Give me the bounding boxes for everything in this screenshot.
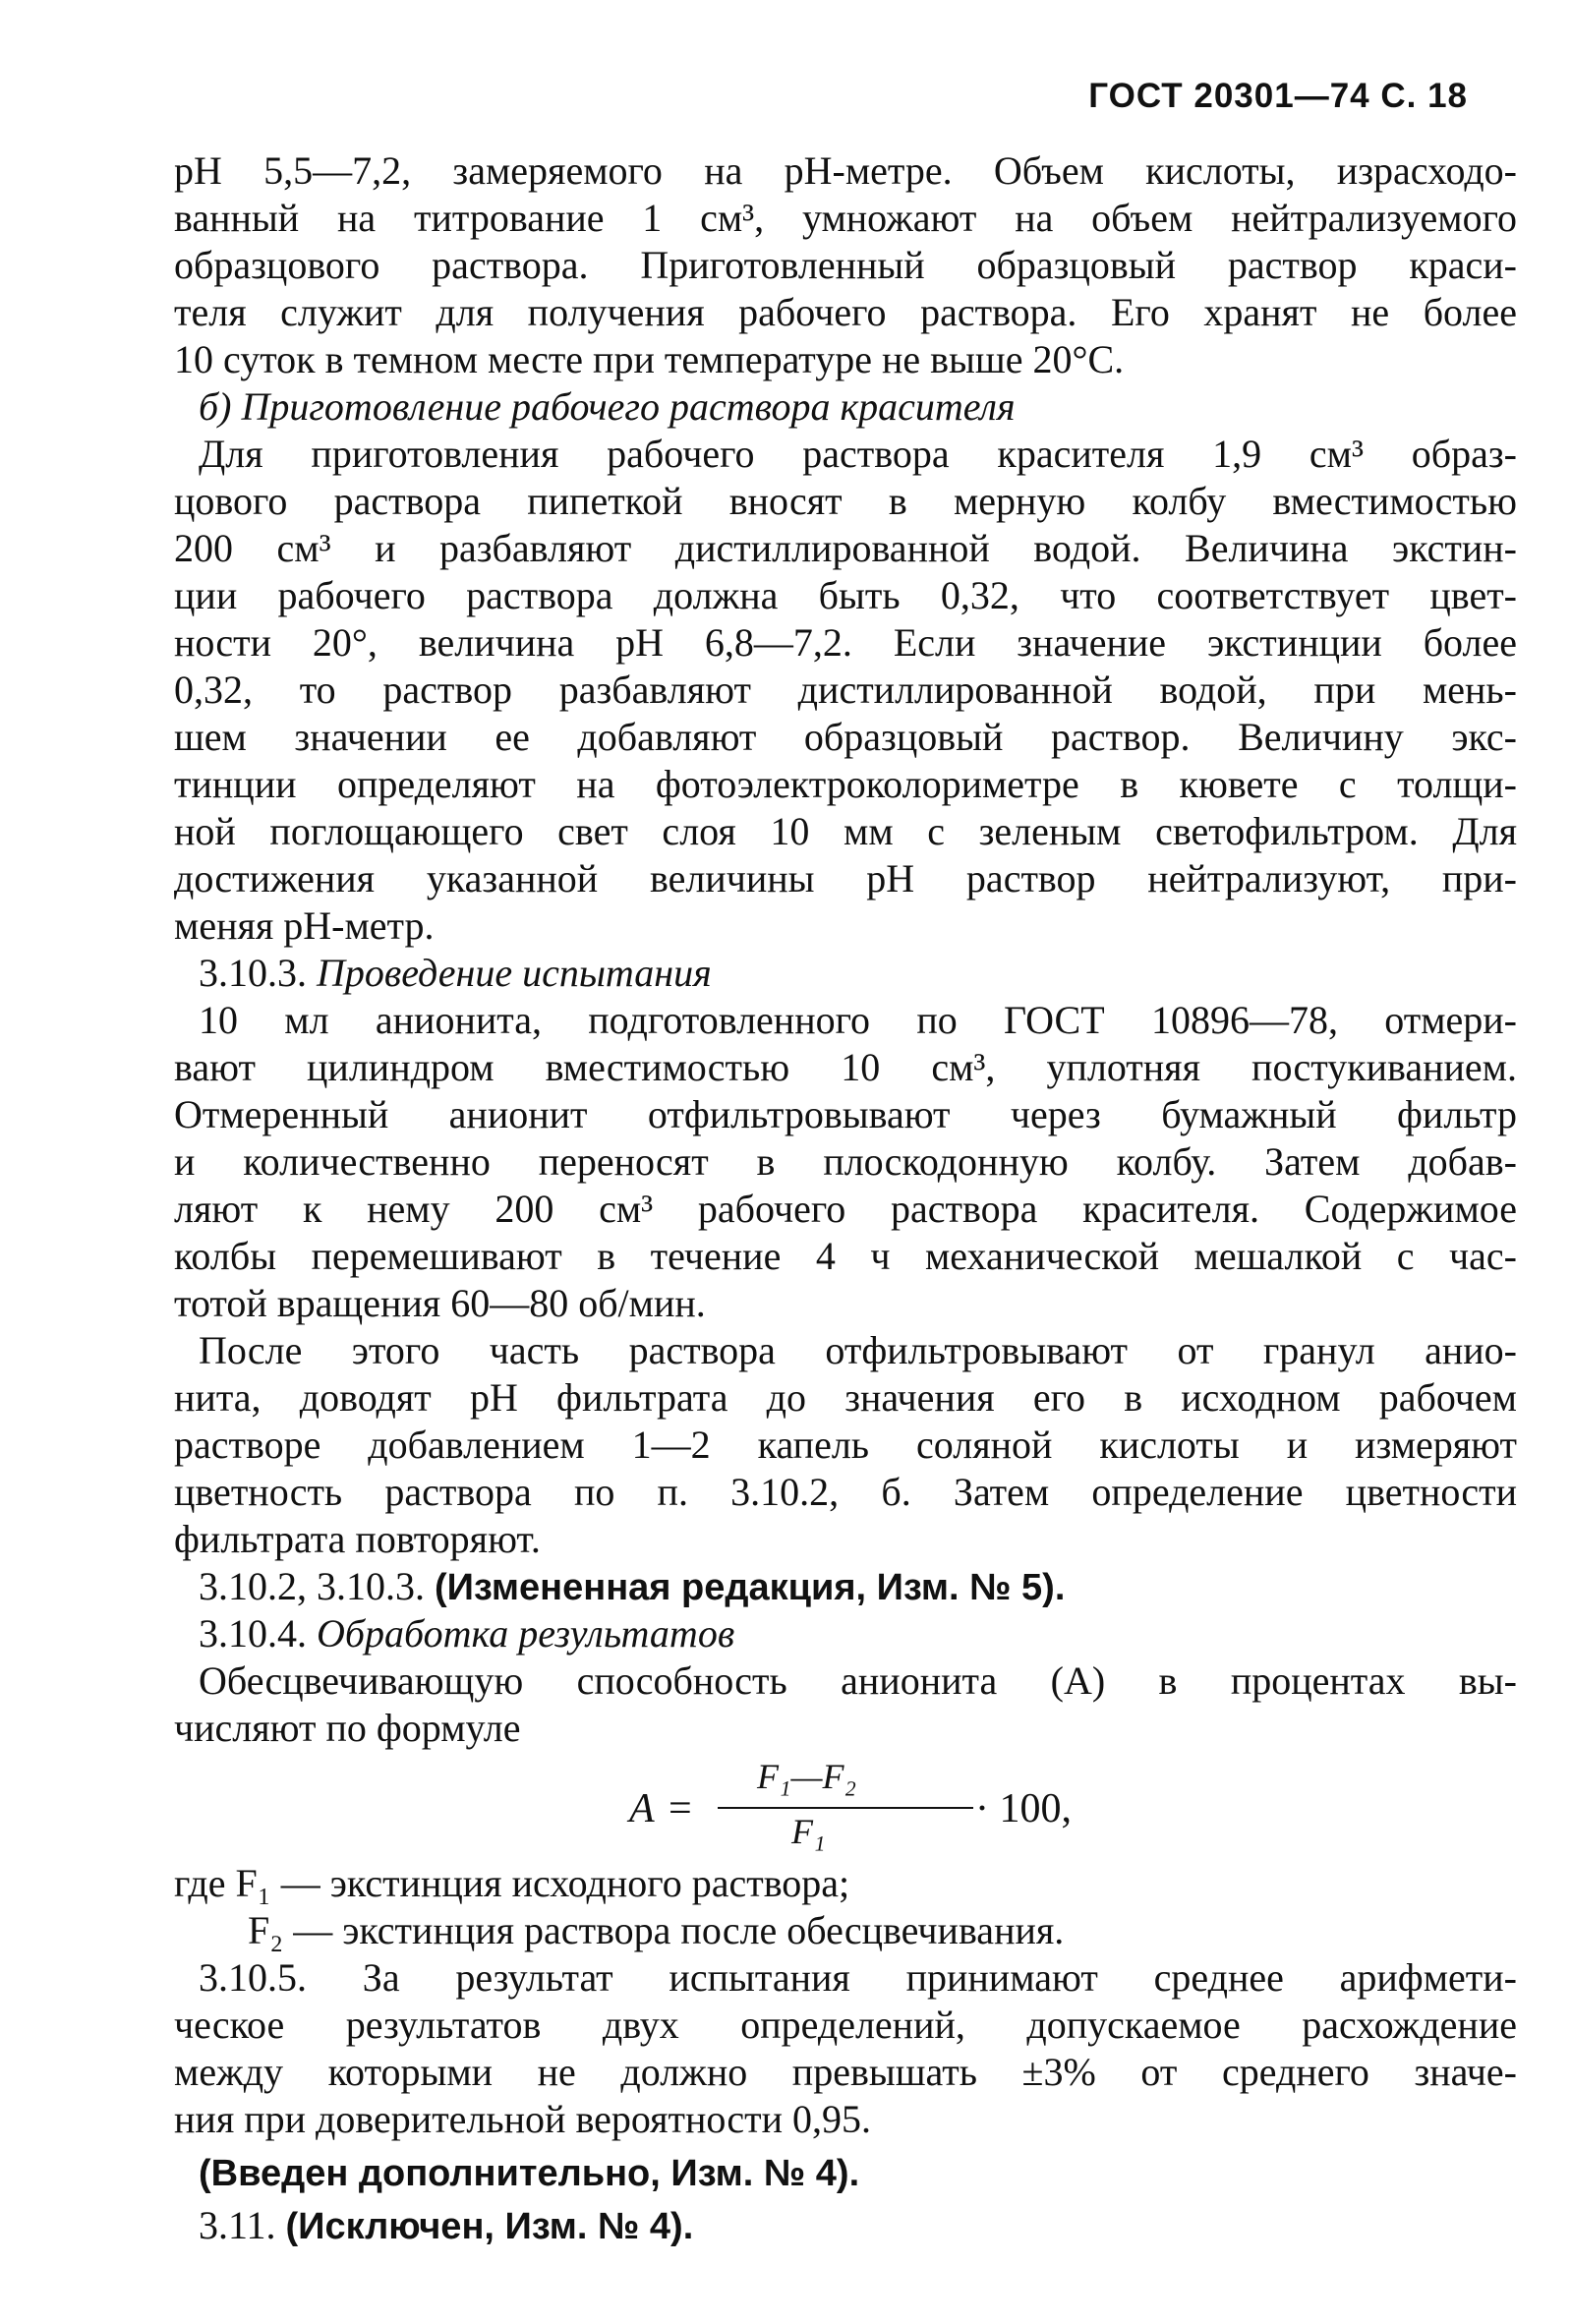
formula <box>629 1756 1081 1864</box>
text-line: Для приготовления рабочего раствора красителя 1,9 см³ образ- <box>199 432 1517 476</box>
text-line: колбы перемешивают в течение 4 ч механической мешалкой с час- <box>174 1234 1517 1278</box>
amendment-note <box>199 2149 1542 2197</box>
text-line: F₂ — экстинция раствора после обесцвечивания. <box>248 1908 1065 1952</box>
text-line: ния при доверительной вероятности 0,95. <box>174 2097 872 2141</box>
text-line: числяют по формуле <box>174 1706 521 1750</box>
text-line: нита, доводят рН фильтрата до значения его в исходном рабочем <box>174 1375 1517 1420</box>
text-line: образцового раствора. Приготовленный образцовый раствор краси- <box>174 243 1517 287</box>
text-line: Обесцвечивающую способность анионита (А) в процентах вы- <box>199 1658 1517 1703</box>
text-line: ности 20°, величина рН 6,8—7,2. Если значение экстинции более <box>174 620 1517 665</box>
section-heading <box>199 1610 1517 1657</box>
text-line: 200 см³ и разбавляют дистиллированной водой. Величина экстин- <box>174 526 1517 570</box>
formula-lhs: A <box>629 1786 655 1831</box>
text-line: теля служит для получения рабочего раствора. Его хранят не более <box>174 290 1517 334</box>
text-line: между которыми не должно превышать ±3% от среднего значе- <box>174 2050 1517 2094</box>
text-line: достижения указанной величины рН раствор нейтрализуют, при- <box>174 856 1517 901</box>
formula-denominator: F₁ <box>791 1812 826 1851</box>
text-line: Отмеренный анионит отфильтровывают через бумажный фильтр <box>174 1092 1517 1136</box>
text-line: 10 суток в темном месте при температуре не выше 20°С. <box>174 337 1125 381</box>
text-line: 3.10.5. За результат испытания принимают среднее арифмети- <box>199 1955 1517 2000</box>
text-line: тинции определяют на фотоэлектроколориметре в кювете с толщи- <box>174 762 1517 806</box>
page-header: ГОСТ 20301—74 С. 18 <box>1088 77 1468 115</box>
section-title: Проведение испытания <box>317 951 712 995</box>
section-number: 3.10.4. <box>199 1611 317 1656</box>
text-line: 10 мл анионита, подготовленного по ГОСТ 10896—78, отмери- <box>199 998 1517 1042</box>
text-line: После этого часть раствора отфильтровывают от гранул анио- <box>199 1328 1517 1372</box>
amendment-text: (Измененная редакция, Изм. № 5). <box>435 1567 1066 1608</box>
text-line: фильтрата повторяют. <box>174 1517 541 1561</box>
subsection-title: б) Приготовление рабочего раствора красителя <box>199 384 1016 429</box>
formula-numerator: F₁—F₂ <box>757 1757 857 1796</box>
text-line: меняя рН-метр. <box>174 903 435 948</box>
text-line: тотой вращения 60—80 об/мин. <box>174 1281 706 1325</box>
text-line: цветность раствора по п. 3.10.2, б. Затем определение цветности <box>174 1470 1517 1514</box>
section-title: Обработка результатов <box>317 1611 735 1656</box>
text-line: 0,32, то раствор разбавляют дистиллированной водой, при мень- <box>174 668 1517 712</box>
text-line: цового раствора пипеткой вносят в мерную колбу вместимостью <box>174 479 1517 523</box>
section-number: 3.10.3. <box>199 951 317 995</box>
text-line: растворе добавлением 1—2 капель соляной кислоты и измеряют <box>174 1423 1517 1467</box>
section-heading <box>199 2202 1542 2250</box>
fraction-bar <box>718 1807 973 1809</box>
text-line: ванный на титрование 1 см³, умножают на объем нейтрализуемого <box>174 196 1517 240</box>
section-number: 3.11. <box>199 2203 286 2247</box>
text-line: шем значении ее добавляют образцовый раствор. Величину экс- <box>174 715 1517 759</box>
text-line: ции рабочего раствора должна быть 0,32, что соответствует цвет- <box>174 573 1517 617</box>
formula-equals: = <box>669 1786 692 1831</box>
text-line: где F₁ — экстинция исходного раствора; <box>174 1861 850 1905</box>
text-line: ной поглощающего свет слоя 10 мм с зеленым светофильтром. Для <box>174 809 1517 853</box>
section-heading <box>199 950 1517 997</box>
text-line: ляют к нему 200 см³ рабочего раствора красителя. Содержимое <box>174 1187 1517 1231</box>
amendment-text: (Введен дополнительно, Изм. № 4). <box>199 2153 860 2194</box>
formula-multiplier: · 100, <box>975 1786 1072 1831</box>
amendment-note <box>199 1563 1517 1611</box>
text-line: и количественно переносят в плоскодонную колбу. Затем добав- <box>174 1139 1517 1184</box>
amendment-text: (Исключен, Изм. № 4). <box>285 2206 694 2247</box>
text-line: рН 5,5—7,2, замеряемого на рН-метре. Объем кислоты, израсходо- <box>174 148 1517 193</box>
section-number: 3.10.2, 3.10.3. <box>199 1564 435 1608</box>
text-line: ческое результатов двух определений, допускаемое расхождение <box>174 2003 1517 2047</box>
text-line: вают цилиндром вместимостью 10 см³, уплотняя постукиванием. <box>174 1045 1517 1089</box>
